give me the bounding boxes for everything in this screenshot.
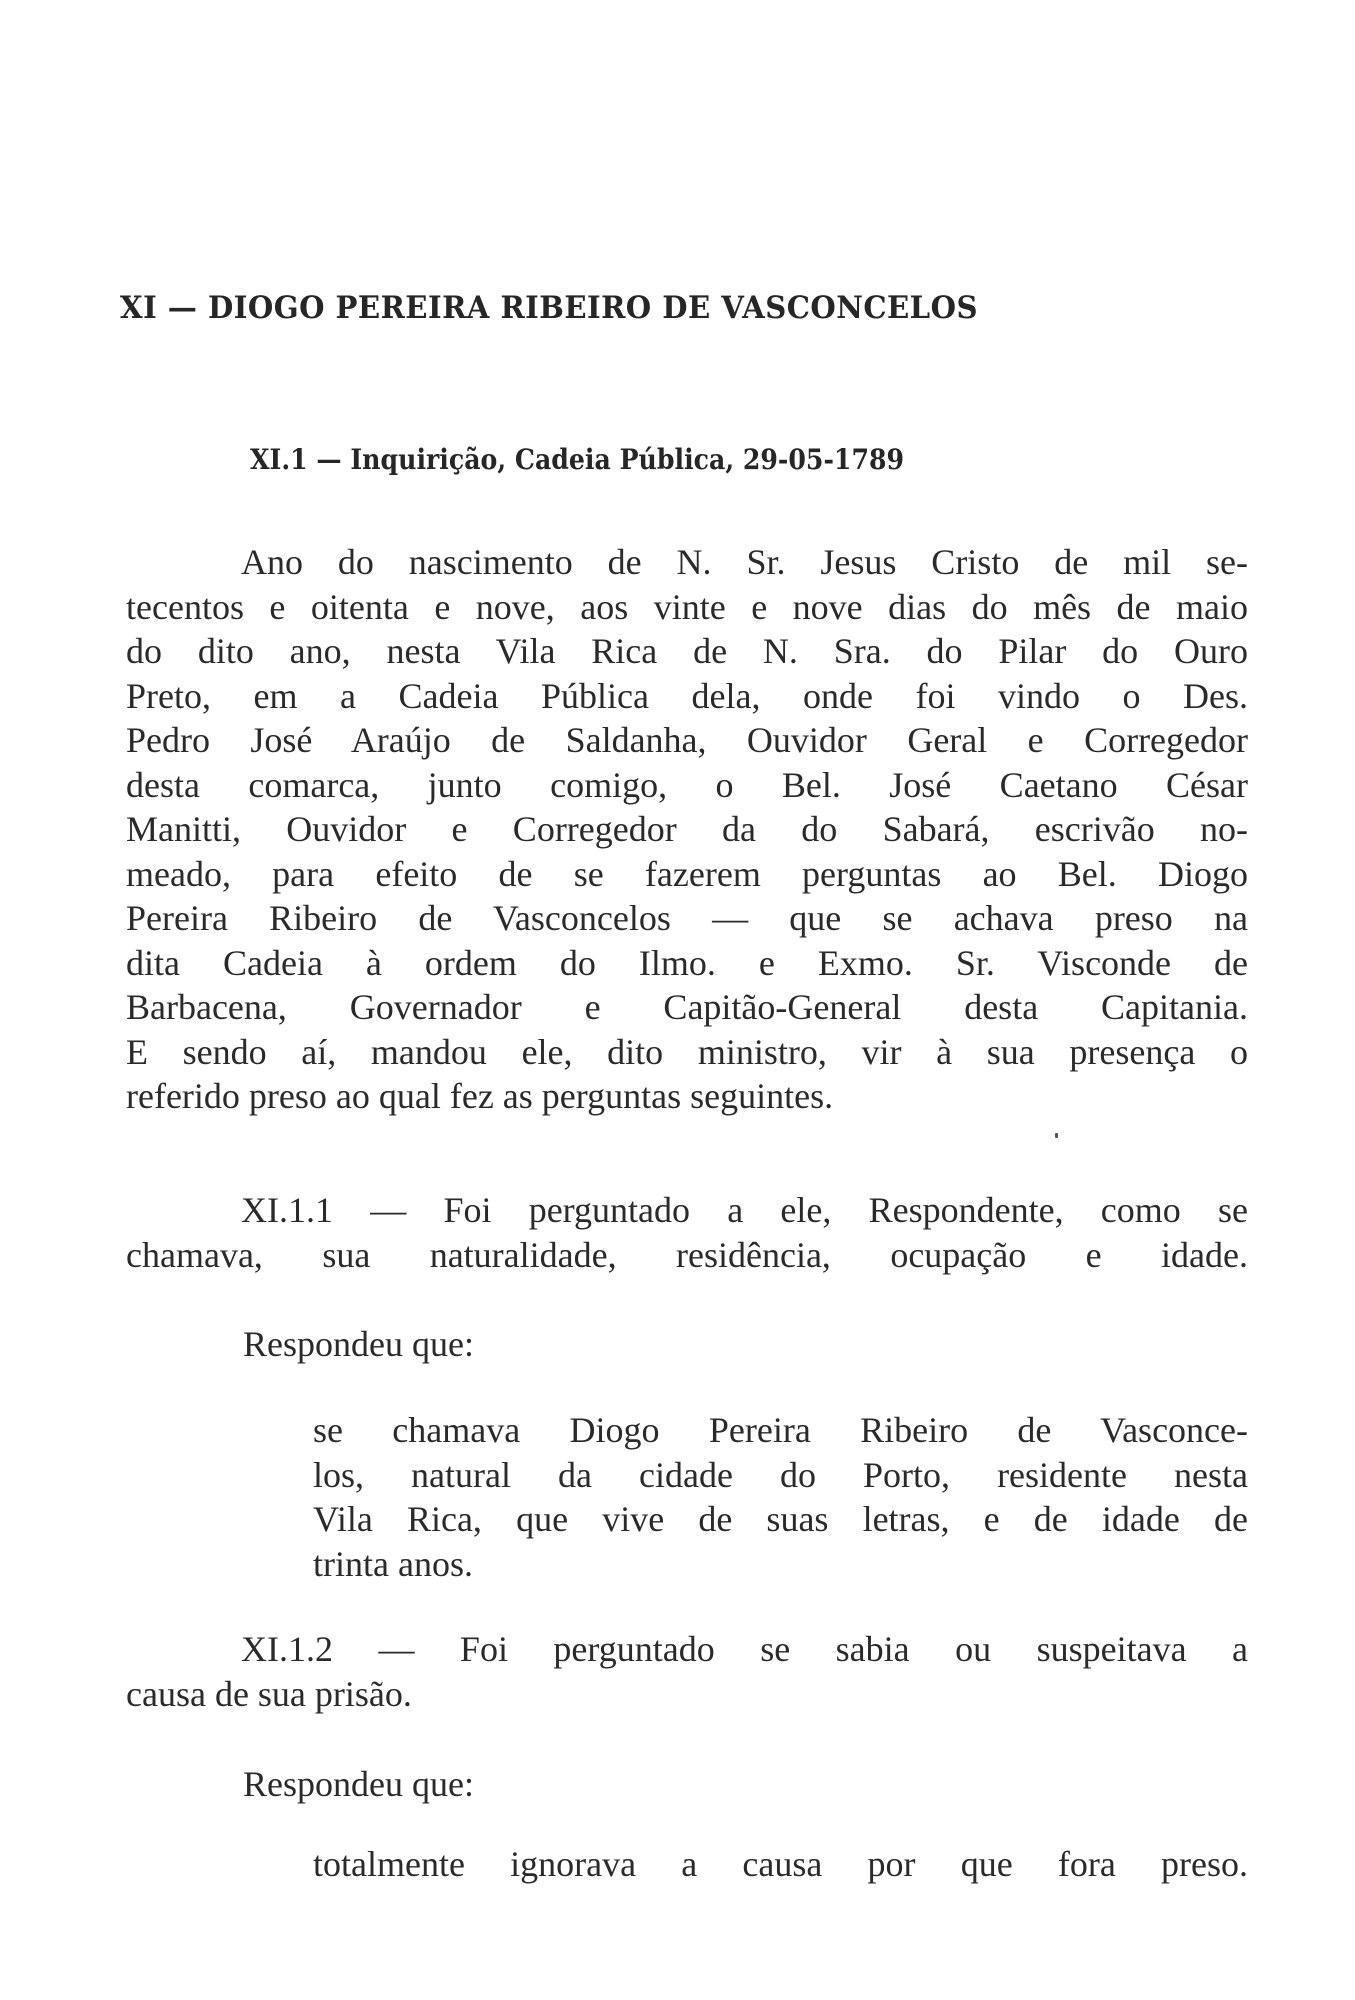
- text-line: Ano do nascimento de N. Sr. Jesus Cristo de mil se-: [241, 542, 1248, 582]
- text-line: Pereira Ribeiro de Vasconcelos — que se achava preso na: [126, 898, 1248, 938]
- text-line: do dito ano, nesta Vila Rica de N. Sra. do Pilar do Ouro: [126, 631, 1248, 671]
- question-xi-1-1: [126, 1188, 1248, 1277]
- text-line: E sendo aí, mandou ele, dito ministro, vir à sua presença o: [126, 1031, 1248, 1072]
- text-line: XI.1.1 — Foi perguntado a ele, Respondente, como se: [241, 1190, 1248, 1230]
- print-speck: [1055, 1133, 1058, 1138]
- text-line: los, natural da cidade do Porto, residente nesta: [313, 1454, 1248, 1495]
- chapter-title: XI — DIOGO PEREIRA RIBEIRO DE VASCONCELOS: [120, 290, 979, 326]
- text-line: Vila Rica, que vive de suas letras, e de idade de: [313, 1499, 1248, 1539]
- question-xi-1-2: [126, 1627, 1248, 1716]
- text-line: Pedro José Araújo de Saldanha, Ouvidor Geral e Corregedor: [126, 720, 1248, 760]
- text-line: trinta anos.: [313, 1543, 473, 1584]
- text-line: se chamava Diogo Pereira Ribeiro de Vasconce-: [313, 1410, 1248, 1450]
- text-line: dita Cadeia à ordem do Ilmo. e Exmo. Sr. Visconde de: [126, 942, 1248, 983]
- text-line: causa de sua prisão.: [126, 1673, 412, 1714]
- text-line: totalmente ignorava a causa por que fora preso.: [313, 1844, 1248, 1884]
- section-title: XI.1 — Inquirição, Cadeia Pública, 29-05-1789: [250, 443, 905, 476]
- response-label: Respondeu que:: [243, 1324, 474, 1364]
- text-line: desta comarca, junto comigo, o Bel. José Caetano César: [126, 764, 1248, 805]
- text-line: XI.1.2 — Foi perguntado se sabia ou suspeitava a: [241, 1629, 1248, 1669]
- text-line: Manitti, Ouvidor e Corregedor da do Sabará, escrivão no-: [126, 809, 1248, 849]
- text-line: tecentos e oitenta e nove, aos vinte e nove dias do mês de maio: [126, 586, 1248, 627]
- answer-xi-1-1: [313, 1408, 1248, 1586]
- text-line: Barbacena, Governador e Capitão-General desta Capitania.: [126, 987, 1248, 1027]
- text-line: chamava, sua naturalidade, residência, ocupação e idade.: [126, 1234, 1248, 1275]
- intro-paragraph: [126, 540, 1248, 1119]
- response-label: Respondeu que:: [243, 1764, 474, 1804]
- text-line: Preto, em a Cadeia Pública dela, onde foi vindo o Des.: [126, 675, 1248, 716]
- text-line: referido preso ao qual fez as perguntas seguintes.: [126, 1076, 834, 1116]
- answer-xi-1-2: [313, 1842, 1248, 1887]
- text-line: meado, para efeito de se fazerem perguntas ao Bel. Diogo: [126, 853, 1248, 894]
